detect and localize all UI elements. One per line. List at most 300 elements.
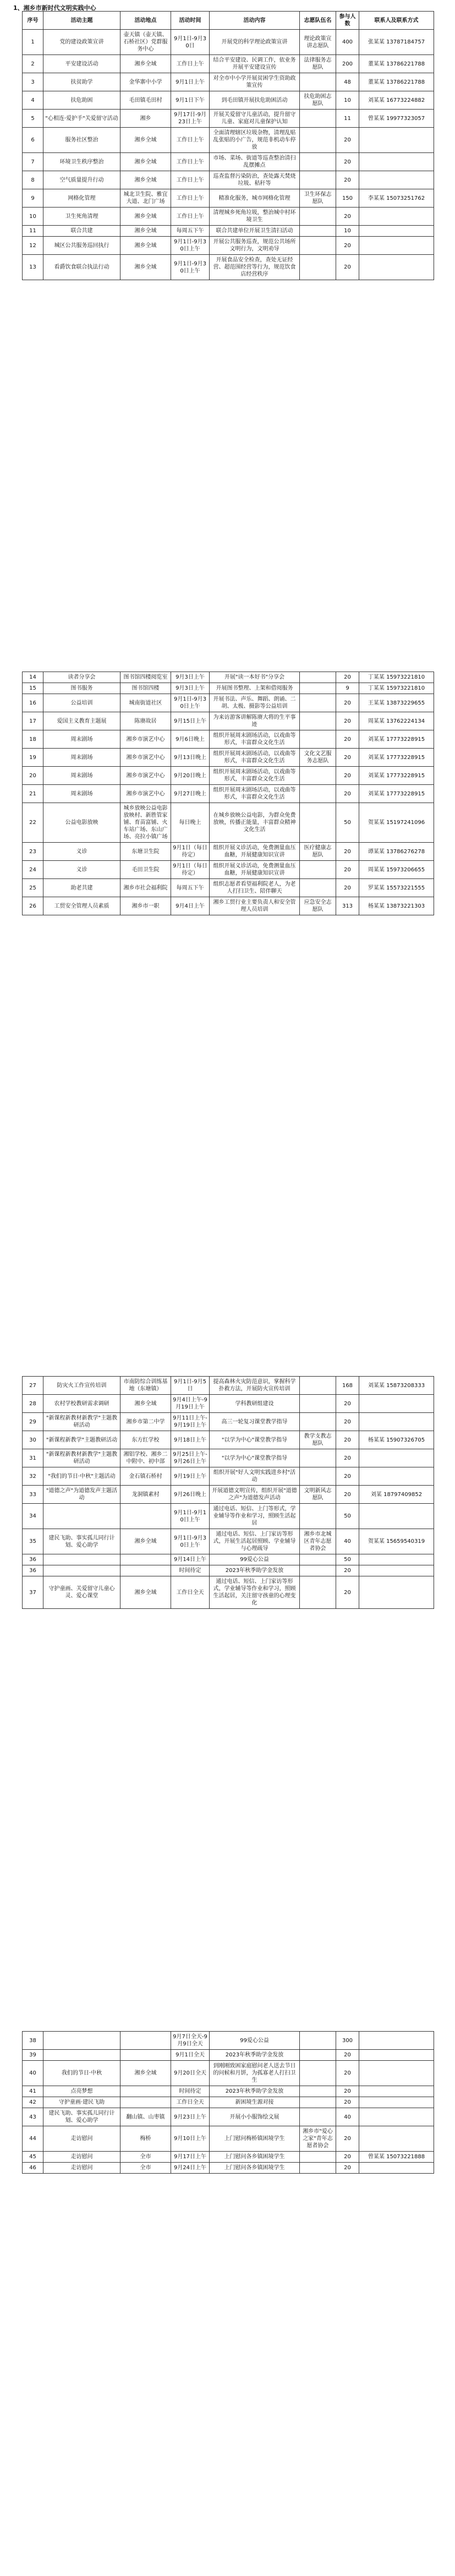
cell-num: 20 bbox=[336, 712, 359, 730]
cell-time: 9月25日上午-9月26日上午 bbox=[171, 1449, 210, 1467]
cell-name bbox=[43, 1504, 120, 1529]
cell-content: 开展党的科学理论政策宣讲 bbox=[210, 30, 300, 55]
table-row bbox=[23, 255, 434, 280]
column-header: 联系人及联系方式 bbox=[359, 12, 434, 30]
cell-num: 20 bbox=[336, 1565, 359, 1576]
table-row bbox=[23, 171, 434, 189]
table-row bbox=[23, 1554, 434, 1565]
table-row bbox=[23, 128, 434, 153]
table-row bbox=[23, 237, 434, 255]
cell-team bbox=[300, 1504, 336, 1529]
cell-contact bbox=[359, 2126, 434, 2152]
cell-loc bbox=[120, 2032, 171, 2050]
cell-num: 20 bbox=[336, 2061, 359, 2086]
cell-loc: 全市 bbox=[120, 2163, 171, 2174]
cell-time: 工作日全天 bbox=[171, 2097, 210, 2108]
cell-no: 26 bbox=[23, 897, 43, 915]
cell-contact: 丁某某 15973221810 bbox=[359, 672, 434, 683]
cell-name bbox=[43, 2050, 120, 2061]
cell-no: 39 bbox=[23, 2050, 43, 2061]
table-row bbox=[23, 1467, 434, 1486]
cell-name: 农村学校教研需求调研 bbox=[43, 1395, 120, 1413]
cell-no: 20 bbox=[23, 767, 43, 785]
cell-num: 168 bbox=[336, 1377, 359, 1395]
cell-num: 50 bbox=[336, 803, 359, 843]
cell-loc: 全市 bbox=[120, 2152, 171, 2163]
cell-no: 15 bbox=[23, 683, 43, 694]
cell-name: 建民飞助、事实孤儿同行计划、爱心助学 bbox=[43, 1529, 120, 1554]
cell-time: 工作日上午 bbox=[171, 171, 210, 189]
cell-time: 9月10日上午 bbox=[171, 2126, 210, 2152]
cell-loc: 湘乡全域 bbox=[120, 171, 171, 189]
cell-name: "道德之声"为道德发声主题活动 bbox=[43, 1486, 120, 1504]
cell-name: 环境卫生秩序整治 bbox=[43, 153, 120, 171]
cell-content: 市场、菜场、街道等巡查整治清扫乱摆摊点 bbox=[210, 153, 300, 171]
cell-content: 结合平安建设、民调工作，依业务开展平安建设宣传 bbox=[210, 55, 300, 73]
cell-num: 40 bbox=[336, 1529, 359, 1554]
schedule-table bbox=[22, 1376, 434, 1609]
cell-num: 20 bbox=[336, 1576, 359, 1609]
cell-contact bbox=[359, 2097, 434, 2108]
cell-team bbox=[300, 1377, 336, 1395]
cell-time: 9月1日-9月30日上午 bbox=[171, 237, 210, 255]
cell-no: 12 bbox=[23, 237, 43, 255]
cell-name: 建民飞助、事实孤儿同行计划、爱心助学 bbox=[43, 2108, 120, 2126]
cell-name: "心相连·爱护手"关爱留守活动 bbox=[43, 110, 120, 128]
cell-content: 巡查监督污染防治，查处露天焚烧垃圾、秸秆等 bbox=[210, 171, 300, 189]
cell-name: 走访慰问 bbox=[43, 2163, 120, 2174]
table-row bbox=[23, 91, 434, 110]
table-row bbox=[23, 767, 434, 785]
cell-no: 28 bbox=[23, 1395, 43, 1413]
cell-num: 20 bbox=[336, 2050, 359, 2061]
cell-no: 17 bbox=[23, 712, 43, 730]
cell-loc: 龙洞镇素村 bbox=[120, 1486, 171, 1504]
cell-loc: 湘乡市演艺中心 bbox=[120, 749, 171, 767]
cell-time: 9月4日上午 bbox=[171, 897, 210, 915]
cell-contact bbox=[359, 1413, 434, 1431]
cell-loc: 湘乡市社会福利院 bbox=[120, 879, 171, 897]
cell-content: 组织开展周末剧场活动，以戏曲等形式，丰富群众文化生活 bbox=[210, 749, 300, 767]
cell-loc: 湘乡全域 bbox=[120, 208, 171, 226]
cell-no: 30 bbox=[23, 1431, 43, 1449]
cell-contact: 贺某某 15659540319 bbox=[359, 1529, 434, 1554]
cell-name: 图书服务 bbox=[43, 683, 120, 694]
cell-name: 扶贫助学 bbox=[43, 73, 120, 91]
table-row bbox=[23, 683, 434, 694]
cell-no: 42 bbox=[23, 2097, 43, 2108]
table-row bbox=[23, 749, 434, 767]
cell-num: 40 bbox=[336, 2108, 359, 2126]
schedule-table bbox=[22, 11, 434, 280]
table-row bbox=[23, 672, 434, 683]
cell-team bbox=[300, 730, 336, 749]
cell-loc: 湘乡市一职 bbox=[120, 897, 171, 915]
cell-content: 湘乡工贸行业主要负责人和安全管理人员培训 bbox=[210, 897, 300, 915]
cell-content: 2023年秋季助学金发放 bbox=[210, 2086, 300, 2097]
table-row bbox=[23, 712, 434, 730]
cell-num: 10 bbox=[336, 226, 359, 237]
table-row bbox=[23, 730, 434, 749]
cell-loc: 湘乡市演艺中心 bbox=[120, 785, 171, 803]
cell-no: 9 bbox=[23, 189, 43, 208]
cell-no: 36 bbox=[23, 1565, 43, 1576]
cell-time: 9月13日晚上 bbox=[171, 749, 210, 767]
cell-name: 我们的节日·中秋 bbox=[43, 2061, 120, 2086]
cell-time: 9月3日上午 bbox=[171, 672, 210, 683]
table-row bbox=[23, 1504, 434, 1529]
cell-no: 11 bbox=[23, 226, 43, 237]
cell-no: 19 bbox=[23, 749, 43, 767]
cell-contact bbox=[359, 128, 434, 153]
cell-contact: 刘某某 17773228915 bbox=[359, 730, 434, 749]
cell-loc bbox=[120, 1565, 171, 1576]
cell-content: 联合共建单位开展卫生清扫活动 bbox=[210, 226, 300, 237]
table-row bbox=[23, 1377, 434, 1395]
cell-team bbox=[300, 153, 336, 171]
cell-name: "我们的节日·中秋"主题活动 bbox=[43, 1467, 120, 1486]
column-header: 序号 bbox=[23, 12, 43, 30]
cell-num: 20 bbox=[336, 1413, 359, 1431]
cell-contact: 曾某某 15073221888 bbox=[359, 2152, 434, 2163]
table-row bbox=[23, 226, 434, 237]
cell-no: 35 bbox=[23, 1529, 43, 1554]
cell-content: 2023年秋季助学金发放 bbox=[210, 1565, 300, 1576]
cell-team bbox=[300, 2097, 336, 2108]
cell-loc: 湘乡全域 bbox=[120, 2061, 171, 2086]
cell-num: 20 bbox=[336, 694, 359, 712]
cell-time: 工作日上午 bbox=[171, 153, 210, 171]
cell-name: 党的建设政策宣讲 bbox=[43, 30, 120, 55]
cell-contact: 刘某某 17773228915 bbox=[359, 785, 434, 803]
cell-contact: 曾某某 19977323057 bbox=[359, 110, 434, 128]
cell-team: 法律服务志愿队 bbox=[300, 55, 336, 73]
cell-contact: 刘某某 15873208333 bbox=[359, 1377, 434, 1395]
cell-content: 上门慰问梅桥镇困境学生 bbox=[210, 2126, 300, 2152]
column-header: 活动地点 bbox=[120, 12, 171, 30]
cell-num: 20 bbox=[336, 237, 359, 255]
table-row bbox=[23, 153, 434, 171]
cell-num: 20 bbox=[336, 1449, 359, 1467]
cell-time: 9月14日上午 bbox=[171, 1554, 210, 1565]
cell-time: 9月18日上午 bbox=[171, 1431, 210, 1449]
cell-num: 400 bbox=[336, 30, 359, 55]
cell-team bbox=[300, 2163, 336, 2174]
cell-no: 8 bbox=[23, 171, 43, 189]
cell-num: 20 bbox=[336, 2152, 359, 2163]
cell-name: 工贸安全管理人员素质 bbox=[43, 897, 120, 915]
cell-contact: 丁某某 15973221810 bbox=[359, 683, 434, 694]
cell-name: 公益电影放映 bbox=[43, 803, 120, 843]
cell-time: 每周五下午 bbox=[171, 226, 210, 237]
cell-loc: 市南防综合训练基地（东塘镇） bbox=[120, 1377, 171, 1395]
cell-contact: 王某某 13873229655 bbox=[359, 694, 434, 712]
cell-loc: 湘乡市第二中学 bbox=[120, 1413, 171, 1431]
table-row bbox=[23, 1565, 434, 1576]
table-row bbox=[23, 2050, 434, 2061]
cell-loc: 湘乡市演艺中心 bbox=[120, 730, 171, 749]
cell-loc: 壶天镇（壶天镇、石桥社区）党群服务中心 bbox=[120, 30, 171, 55]
cell-no: 45 bbox=[23, 2152, 43, 2163]
cell-contact: 杨某某 15907326705 bbox=[359, 1431, 434, 1449]
cell-team bbox=[300, 1565, 336, 1576]
cell-loc: 图书馆四楼 bbox=[120, 683, 171, 694]
cell-content: 开展道德文明宣传，组织开展"道德之声"为道德发声活动 bbox=[210, 1486, 300, 1504]
cell-content: 开展公共服务巡查，规范公共场所文明行为，文明劝导 bbox=[210, 237, 300, 255]
cell-team bbox=[300, 255, 336, 280]
cell-name: 守护童画、关爱留守儿童心灵、爱心课堂 bbox=[43, 1576, 120, 1609]
cell-time: 工作日上午 bbox=[171, 189, 210, 208]
cell-team bbox=[300, 1467, 336, 1486]
cell-name bbox=[43, 2032, 120, 2050]
cell-team: 卫生环保志愿队 bbox=[300, 189, 336, 208]
table-row bbox=[23, 861, 434, 879]
cell-time: 9月11日上午-9月19日上午 bbox=[171, 1413, 210, 1431]
cell-no: 43 bbox=[23, 2108, 43, 2126]
table-row bbox=[23, 30, 434, 55]
cell-content: 上门慰问各乡镇困境学生 bbox=[210, 2152, 300, 2163]
table-row bbox=[23, 208, 434, 226]
cell-name: 义诊 bbox=[43, 861, 120, 879]
cell-content: 通过电话、短信、上门等形式，学业辅导等作业和学习，照顾生活起居 bbox=[210, 1504, 300, 1529]
cell-content: 精准化服务，城市网格化管理 bbox=[210, 189, 300, 208]
cell-content: 通过电话、短信、上门家访等形式，开展生活起居照顾、学业辅导与心理疏导 bbox=[210, 1529, 300, 1554]
table-row bbox=[23, 110, 434, 128]
cell-num: 20 bbox=[336, 1431, 359, 1449]
cell-num: 20 bbox=[336, 208, 359, 226]
cell-loc: 陈赓故居 bbox=[120, 712, 171, 730]
cell-no: 1 bbox=[23, 30, 43, 55]
table-row bbox=[23, 1486, 434, 1504]
cell-name: 服务社区整治 bbox=[43, 128, 120, 153]
cell-loc: 湘乡全域 bbox=[120, 153, 171, 171]
cell-team: 湘乡市北城区青年志愿者协会 bbox=[300, 1529, 336, 1554]
table-row bbox=[23, 1431, 434, 1449]
cell-time: 9月1日-9月10日上午 bbox=[171, 1504, 210, 1529]
table-header-row bbox=[23, 12, 434, 30]
cell-no: 16 bbox=[23, 694, 43, 712]
cell-time: 9月1日-9月30日上午 bbox=[171, 255, 210, 280]
cell-name: 读者分享会 bbox=[43, 672, 120, 683]
column-header: 活动时间 bbox=[171, 12, 210, 30]
cell-content: 通过电话、短信、上门家访等形式，学业辅导等作业和学习，照顾生活起居，关注留守孩童的心理变化 bbox=[210, 1576, 300, 1609]
cell-loc: 湘乡全域 bbox=[120, 226, 171, 237]
cell-no: 40 bbox=[23, 2061, 43, 2086]
table-row bbox=[23, 897, 434, 915]
cell-name: 看爵饮食联合执法行动 bbox=[43, 255, 120, 280]
cell-time: 9月24日上午 bbox=[171, 2163, 210, 2174]
cell-contact bbox=[359, 2032, 434, 2050]
cell-time: 9月27日晚上 bbox=[171, 785, 210, 803]
cell-no: 34 bbox=[23, 1504, 43, 1529]
page-title: 1、湘乡市新时代文明实践中心 bbox=[13, 4, 96, 12]
table-row bbox=[23, 73, 434, 91]
cell-name: 义诊 bbox=[43, 843, 120, 861]
cell-time: 9月1日-9月30日上午 bbox=[171, 694, 210, 712]
cell-loc: 湘乡 bbox=[120, 110, 171, 128]
cell-time: 工作日上午 bbox=[171, 128, 210, 153]
cell-team bbox=[300, 1554, 336, 1565]
cell-content: 99爱心公益 bbox=[210, 1554, 300, 1565]
cell-loc bbox=[120, 2097, 171, 2108]
cell-name: "新课程新教学"主题教研活动 bbox=[43, 1431, 120, 1449]
cell-loc: 图书馆四楼阅览室 bbox=[120, 672, 171, 683]
cell-contact bbox=[359, 2050, 434, 2061]
cell-name: 助老共建 bbox=[43, 879, 120, 897]
cell-name: 平安建设活动 bbox=[43, 55, 120, 73]
cell-contact: 董某某 13786221788 bbox=[359, 73, 434, 91]
cell-name: 空气质量提升行动 bbox=[43, 171, 120, 189]
cell-time: 9月15日上午 bbox=[171, 712, 210, 730]
cell-loc: 城北卫生院、雅宜大道、北门广场 bbox=[120, 189, 171, 208]
cell-team: 湘乡市"爱心之家"青年志愿者协会 bbox=[300, 2126, 336, 2152]
cell-contact bbox=[359, 237, 434, 255]
cell-loc: 金石镇石桥村 bbox=[120, 1467, 171, 1486]
cell-contact bbox=[359, 171, 434, 189]
cell-num: 20 bbox=[336, 767, 359, 785]
cell-name: "新课程新教材新教学"主题教研活动 bbox=[43, 1449, 120, 1467]
cell-content: 在城乡放映公益电影，为群众免费放映，传播正能量，丰富群众精神文化生活 bbox=[210, 803, 300, 843]
cell-no: 4 bbox=[23, 91, 43, 110]
cell-team bbox=[300, 1413, 336, 1431]
cell-num: 300 bbox=[336, 2032, 359, 2050]
cell-content: 高三一轮复习课堂教学指导 bbox=[210, 1413, 300, 1431]
cell-no: 27 bbox=[23, 1377, 43, 1395]
cell-num: 20 bbox=[336, 861, 359, 879]
cell-contact: 罗某某 15573221555 bbox=[359, 879, 434, 897]
cell-time: 9月1日-9月30日 bbox=[171, 30, 210, 55]
cell-contact bbox=[359, 1576, 434, 1609]
cell-no: 5 bbox=[23, 110, 43, 128]
cell-team bbox=[300, 237, 336, 255]
cell-time: 每周五下午 bbox=[171, 879, 210, 897]
cell-team bbox=[300, 2108, 336, 2126]
cell-loc: 东塘卫生院 bbox=[120, 843, 171, 861]
cell-team bbox=[300, 861, 336, 879]
cell-time: 9月1日（每日待定） bbox=[171, 861, 210, 879]
cell-team bbox=[300, 879, 336, 897]
cell-no: 23 bbox=[23, 843, 43, 861]
table-row bbox=[23, 879, 434, 897]
cell-no: 21 bbox=[23, 785, 43, 803]
column-header: 活动内容 bbox=[210, 12, 300, 30]
cell-no: 6 bbox=[23, 128, 43, 153]
cell-no: 2 bbox=[23, 55, 43, 73]
cell-time: 9月6日晚上 bbox=[171, 730, 210, 749]
cell-name: 点亮梦想 bbox=[43, 2086, 120, 2097]
cell-time: 时间待定 bbox=[171, 2086, 210, 2097]
cell-content: 清理城乡死角垃圾，整治城中村环境卫生 bbox=[210, 208, 300, 226]
cell-name bbox=[43, 1554, 120, 1565]
cell-time: 每日晚上 bbox=[171, 803, 210, 843]
cell-team bbox=[300, 803, 336, 843]
cell-time: 9月4日上午-9月19日上午 bbox=[171, 1395, 210, 1413]
cell-loc: 梅桥 bbox=[120, 2126, 171, 2152]
cell-time: 9月1日-9月5日 bbox=[171, 1377, 210, 1395]
cell-no: 41 bbox=[23, 2086, 43, 2097]
cell-contact bbox=[359, 2061, 434, 2086]
cell-loc: 湘乡全域 bbox=[120, 255, 171, 280]
cell-no: 10 bbox=[23, 208, 43, 226]
cell-team: 教学支教志愿队 bbox=[300, 1431, 336, 1449]
cell-team: 文化文艺服务志愿队 bbox=[300, 749, 336, 767]
cell-content: "以学为中心"课堂教学指导 bbox=[210, 1449, 300, 1467]
cell-num: 20 bbox=[336, 255, 359, 280]
cell-name: 周末剧场 bbox=[43, 749, 120, 767]
cell-num: 20 bbox=[336, 153, 359, 171]
cell-no: 36 bbox=[23, 1554, 43, 1565]
cell-name: 周末剧场 bbox=[43, 767, 120, 785]
cell-team bbox=[300, 683, 336, 694]
cell-time: 9月20日晚上 bbox=[171, 767, 210, 785]
cell-contact bbox=[359, 1467, 434, 1486]
cell-name: 守护童画·建民飞助 bbox=[43, 2097, 120, 2108]
cell-name: "新课程新教材新教学"主题教研活动 bbox=[43, 1413, 120, 1431]
cell-no: 18 bbox=[23, 730, 43, 749]
cell-no: 33 bbox=[23, 1486, 43, 1504]
table-row bbox=[23, 55, 434, 73]
cell-content: 对全市中小学开展贫困学生资助政策宣传 bbox=[210, 73, 300, 91]
cell-loc: 毛田卫生院 bbox=[120, 861, 171, 879]
cell-num: 20 bbox=[336, 171, 359, 189]
cell-content: 开展小小服饰绘文展 bbox=[210, 2108, 300, 2126]
cell-time: 9月7日全天-9月9日全天 bbox=[171, 2032, 210, 2050]
cell-content: 为来访游客讲解陈赓大将的生平事迹 bbox=[210, 712, 300, 730]
cell-content: 开展"读一本好书"分享会 bbox=[210, 672, 300, 683]
cell-loc: 湘乡全域 bbox=[120, 237, 171, 255]
cell-content: 开展书法、声乐、舞蹈、朗诵、二胡、太极、摄影等公益培训 bbox=[210, 694, 300, 712]
table-row bbox=[23, 785, 434, 803]
cell-name: 扶危助困 bbox=[43, 91, 120, 110]
cell-time: 9月17日上午 bbox=[171, 2152, 210, 2163]
cell-name: 周末剧场 bbox=[43, 730, 120, 749]
cell-num: 9 bbox=[336, 683, 359, 694]
cell-name: 卫生死角清理 bbox=[43, 208, 120, 226]
schedule-table bbox=[22, 2031, 434, 2174]
cell-content: 开展食品安全检查，查处无证经营、超范围经营等行为，规范饮食店经营秩序 bbox=[210, 255, 300, 280]
cell-name bbox=[43, 1565, 120, 1576]
table-row bbox=[23, 2163, 434, 2174]
cell-team bbox=[300, 2061, 336, 2086]
cell-team bbox=[300, 1395, 336, 1413]
cell-time: 9月1日-9月30日上午 bbox=[171, 1529, 210, 1554]
cell-loc: 湘乡全域 bbox=[120, 1395, 171, 1413]
cell-time: 9月3日上午 bbox=[171, 683, 210, 694]
cell-content: 组织开展"好人文明实践进乡村"活动 bbox=[210, 1467, 300, 1486]
table-row bbox=[23, 1449, 434, 1467]
cell-content: 到毛田镇开展扶危助困活动 bbox=[210, 91, 300, 110]
cell-content: 99爱心公益 bbox=[210, 2032, 300, 2050]
cell-no: 14 bbox=[23, 672, 43, 683]
cell-contact: 刘某某 17773228915 bbox=[359, 767, 434, 785]
cell-contact: 董某某 13786221788 bbox=[359, 55, 434, 73]
cell-num: 20 bbox=[336, 749, 359, 767]
cell-name: 公益培训 bbox=[43, 694, 120, 712]
cell-time: 9月1日下午 bbox=[171, 91, 210, 110]
cell-contact: 贺某某 15197241096 bbox=[359, 803, 434, 843]
cell-name: 网格化管理 bbox=[43, 189, 120, 208]
table-row bbox=[23, 2126, 434, 2152]
cell-loc: 湘乡全域 bbox=[120, 1529, 171, 1554]
cell-time: 时间待定 bbox=[171, 1565, 210, 1576]
cell-time: 9月23日上午 bbox=[171, 2108, 210, 2126]
cell-time: 9月17日-9月23日上午 bbox=[171, 110, 210, 128]
cell-num: 20 bbox=[336, 1486, 359, 1504]
cell-contact bbox=[359, 255, 434, 280]
table-row bbox=[23, 2152, 434, 2163]
cell-no: 22 bbox=[23, 803, 43, 843]
cell-contact bbox=[359, 1504, 434, 1529]
